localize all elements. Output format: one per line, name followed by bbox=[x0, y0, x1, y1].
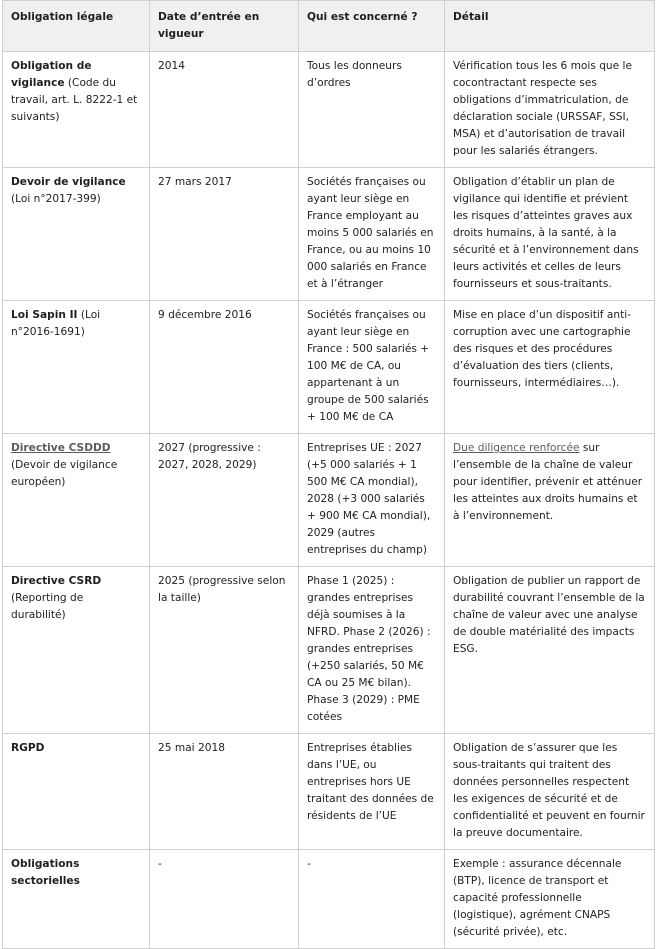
detail-cell bbox=[445, 434, 655, 567]
who-cell: Entreprises UE : 2027 (+5 000 salariés + 1 500 M€ CA mondial), 2028 (+3 000 salariés + 900 M€ CA mondial), 2029 (autres entreprises du champ) bbox=[299, 434, 445, 567]
obligation-reference: (Loi n°2016-1691) bbox=[11, 309, 101, 338]
detail-text: Mise en place d’un dispositif anti-corruption avec une cartographie des risques et des procédures d’évaluation des tiers (clients, fournisseurs, intermédiaires…). bbox=[453, 309, 632, 389]
obligations-table bbox=[2, 0, 655, 949]
obligation-name: Directive CSRD bbox=[11, 575, 102, 587]
obligation-cell bbox=[3, 434, 150, 567]
obligation-name: Obligations sectorielles bbox=[11, 858, 80, 887]
header-obligation: Obligation légale bbox=[3, 1, 150, 52]
date-cell: 9 décembre 2016 bbox=[150, 301, 299, 434]
table-row bbox=[3, 301, 655, 434]
date-cell: 2025 (progressive selon la taille) bbox=[150, 567, 299, 734]
obligation-reference: (Reporting de durabilité) bbox=[11, 592, 84, 621]
who-cell: Tous les donneurs d’ordres bbox=[299, 52, 445, 168]
detail-text: sur l’ensemble de la chaîne de valeur pour identifier, prévenir et atténuer les atteintes aux droits humains et à l’environnement. bbox=[453, 442, 643, 522]
who-cell: Phase 1 (2025) : grandes entreprises déjà soumises à la NFRD. Phase 2 (2026) : grandes entreprises (+250 salariés, 50 M€ CA ou 25 M€ bilan). Phase 3 (2029) : PME cotées bbox=[299, 567, 445, 734]
who-cell: Sociétés françaises ou ayant leur siège en France : 500 salariés + 100 M€ de CA, ou appartenant à un groupe de 500 salariés + 100 M€ de CA bbox=[299, 301, 445, 434]
obligation-name-link[interactable]: Directive CSDDD bbox=[11, 442, 111, 454]
who-cell: - bbox=[299, 850, 445, 949]
table-row bbox=[3, 567, 655, 734]
detail-link[interactable]: Due diligence renforcée bbox=[453, 442, 580, 454]
detail-text: Obligation de publier un rapport de durabilité couvrant l’ensemble de la chaîne de valeur avec une analyse de double matérialité des impacts ESG. bbox=[453, 575, 645, 655]
obligation-cell bbox=[3, 301, 150, 434]
detail-cell bbox=[445, 168, 655, 301]
date-cell: 25 mai 2018 bbox=[150, 734, 299, 850]
table-row bbox=[3, 168, 655, 301]
obligation-name: Loi Sapin II bbox=[11, 309, 78, 321]
obligation-name: Obligation de vigilance bbox=[11, 60, 92, 89]
obligation-name: RGPD bbox=[11, 742, 45, 754]
obligation-reference: (Loi n°2017-399) bbox=[11, 193, 101, 205]
detail-cell bbox=[445, 850, 655, 949]
table-row bbox=[3, 52, 655, 168]
detail-text: Obligation de s’assurer que les sous-traitants qui traitent des données personnelles respectent les exigences de sécurité et de confidentialité et peuvent en fournir la preuve documentaire. bbox=[453, 742, 645, 839]
header-detail: Détail bbox=[445, 1, 655, 52]
obligation-cell bbox=[3, 567, 150, 734]
date-cell: - bbox=[150, 850, 299, 949]
obligation-reference: (Code du travail, art. L. 8222-1 et suivants) bbox=[11, 77, 138, 123]
table-row bbox=[3, 734, 655, 850]
who-cell: Entreprises établies dans l’UE, ou entreprises hors UE traitant des données de résidents de l’UE bbox=[299, 734, 445, 850]
detail-text: Exemple : assurance décennale (BTP), licence de transport et capacité professionnelle (logistique), agrément CNAPS (sécurité privée), etc. bbox=[453, 858, 622, 938]
obligation-cell bbox=[3, 52, 150, 168]
detail-text: Obligation d’établir un plan de vigilance qui identifie et prévient les risques d’atteintes graves aux droits humains, à la santé, à la sécurité et à l’environnement dans leurs activités et celles de leurs fournisseurs et sous-traitants. bbox=[453, 176, 639, 290]
date-cell: 2027 (progressive : 2027, 2028, 2029) bbox=[150, 434, 299, 567]
detail-cell bbox=[445, 567, 655, 734]
header-who: Qui est concerné ? bbox=[299, 1, 445, 52]
detail-cell bbox=[445, 52, 655, 168]
detail-text: Vérification tous les 6 mois que le cocontractant respecte ses obligations d’immatriculation, de déclaration sociale (URSSAF, SSI, MSA) et d’autorisation de travail pour les salariés étrangers. bbox=[453, 60, 632, 157]
obligation-name: Devoir de vigilance bbox=[11, 176, 126, 188]
obligation-cell bbox=[3, 850, 150, 949]
table-row bbox=[3, 434, 655, 567]
table-header-row bbox=[3, 1, 655, 52]
detail-cell bbox=[445, 734, 655, 850]
date-cell: 2014 bbox=[150, 52, 299, 168]
header-date: Date d’entrée en vigueur bbox=[150, 1, 299, 52]
date-cell: 27 mars 2017 bbox=[150, 168, 299, 301]
who-cell: Sociétés françaises ou ayant leur siège en France employant au moins 5 000 salariés en France, ou au moins 10 000 salariés en France et à l’étranger bbox=[299, 168, 445, 301]
table-row bbox=[3, 850, 655, 949]
obligation-cell bbox=[3, 734, 150, 850]
obligation-reference: (Devoir de vigilance européen) bbox=[11, 459, 118, 488]
detail-cell bbox=[445, 301, 655, 434]
obligation-cell bbox=[3, 168, 150, 301]
